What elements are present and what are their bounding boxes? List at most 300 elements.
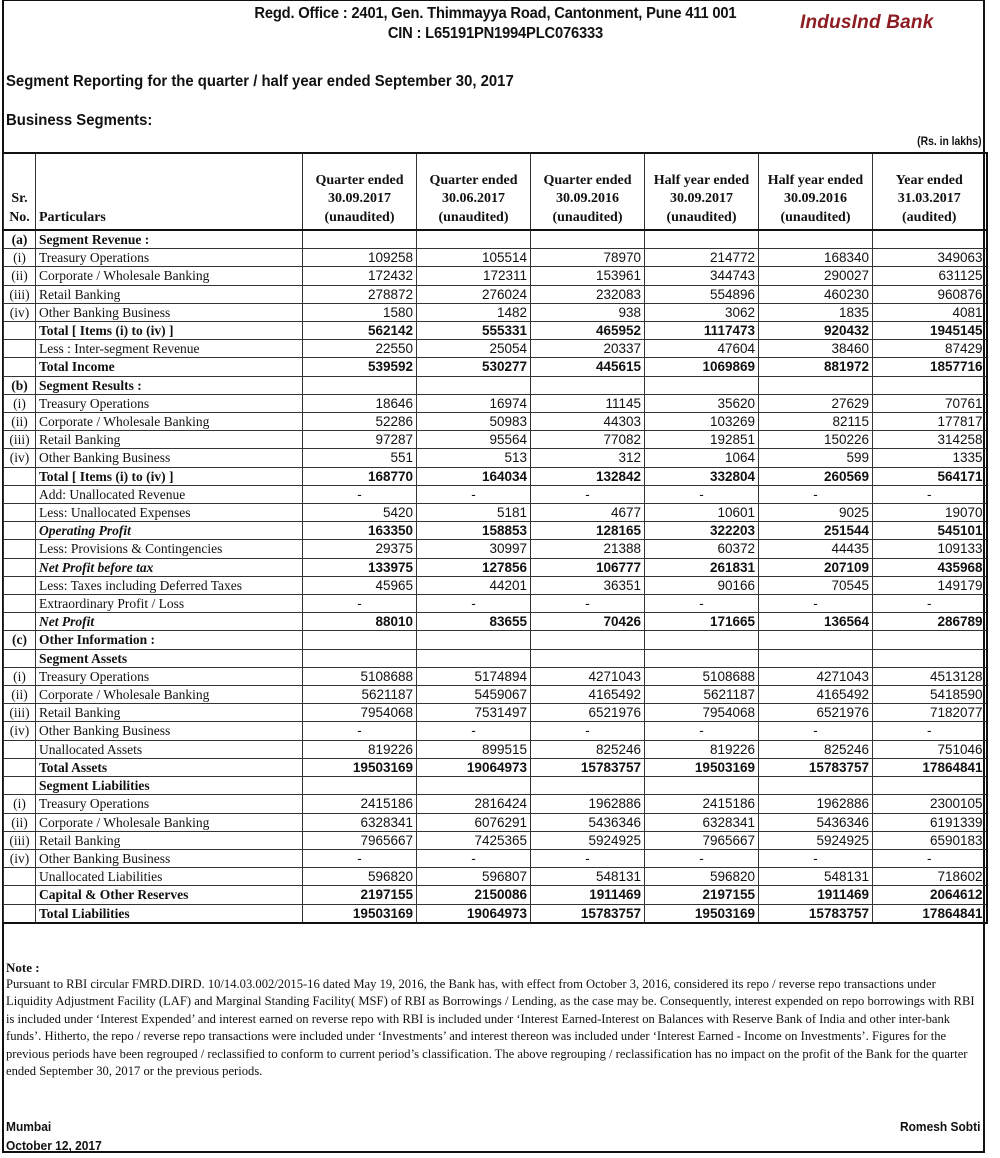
row-value: 2816424 <box>417 795 531 813</box>
row-value: - <box>645 595 759 613</box>
row-particulars: Add: Unallocated Revenue <box>36 485 303 503</box>
row-value: 562142 <box>303 322 417 340</box>
row-value: 631125 <box>873 267 987 285</box>
row-value: 5418590 <box>873 686 987 704</box>
row-value: 88010 <box>303 613 417 631</box>
row-value: 82115 <box>759 413 873 431</box>
row-value: 960876 <box>873 285 987 303</box>
row-value: 1962886 <box>531 795 645 813</box>
row-value: 232083 <box>531 285 645 303</box>
row-value: 52286 <box>303 413 417 431</box>
row-sr-no <box>4 576 36 594</box>
row-value: 109133 <box>873 540 987 558</box>
row-value: 276024 <box>417 285 531 303</box>
row-value: 4081 <box>873 303 987 321</box>
row-value <box>645 230 759 249</box>
row-value: 44435 <box>759 540 873 558</box>
row-value: 15783757 <box>759 758 873 776</box>
row-value: 6521976 <box>759 704 873 722</box>
column-header-period: Half year ended 30.09.2017 (unaudited) <box>645 153 759 230</box>
row-particulars: Other Banking Business <box>36 303 303 321</box>
row-value: 596820 <box>303 868 417 886</box>
row-value: 1117473 <box>645 322 759 340</box>
row-value: 5459067 <box>417 686 531 704</box>
table-row <box>4 849 987 867</box>
table-row <box>4 449 987 467</box>
row-value: 171665 <box>645 613 759 631</box>
row-value: 435968 <box>873 558 987 576</box>
row-value: 349063 <box>873 249 987 267</box>
row-value: - <box>417 595 531 613</box>
row-value: 44201 <box>417 576 531 594</box>
row-particulars: Retail Banking <box>36 831 303 849</box>
row-value: - <box>759 485 873 503</box>
row-value: 172432 <box>303 267 417 285</box>
row-value: 70761 <box>873 394 987 412</box>
table-row <box>4 522 987 540</box>
table-row <box>4 358 987 376</box>
row-value: 5174894 <box>417 667 531 685</box>
signatory-name: Romesh Sobti <box>899 1119 980 1134</box>
row-value: 1335 <box>873 449 987 467</box>
row-sr-no: (i) <box>4 795 36 813</box>
row-value: - <box>873 485 987 503</box>
row-value: 27629 <box>759 394 873 412</box>
row-particulars: Other Banking Business <box>36 849 303 867</box>
row-sr-no <box>4 358 36 376</box>
row-value: 133975 <box>303 558 417 576</box>
row-sr-no: (c) <box>4 631 36 649</box>
row-value: 5621187 <box>303 686 417 704</box>
row-value: 881972 <box>759 358 873 376</box>
row-particulars: Treasury Operations <box>36 667 303 685</box>
section-heading: Business Segments: <box>6 112 153 129</box>
row-particulars: Total Assets <box>36 758 303 776</box>
row-sr-no: (iii) <box>4 285 36 303</box>
row-value: 18646 <box>303 394 417 412</box>
row-value <box>417 230 531 249</box>
row-value: 314258 <box>873 431 987 449</box>
row-value: 1580 <box>303 303 417 321</box>
row-value: 260569 <box>759 467 873 485</box>
row-value <box>759 631 873 649</box>
table-row <box>4 595 987 613</box>
row-value: 15783757 <box>531 904 645 923</box>
row-value <box>873 777 987 795</box>
table-row <box>4 376 987 394</box>
row-value <box>645 777 759 795</box>
table-row <box>4 740 987 758</box>
row-sr-no: (iii) <box>4 431 36 449</box>
row-value <box>417 649 531 667</box>
row-value: 6590183 <box>873 831 987 849</box>
row-value: 819226 <box>645 740 759 758</box>
row-sr-no <box>4 777 36 795</box>
row-value: 38460 <box>759 340 873 358</box>
row-value <box>303 777 417 795</box>
row-sr-no <box>4 758 36 776</box>
row-value: - <box>531 595 645 613</box>
row-value: 105514 <box>417 249 531 267</box>
row-value: 50983 <box>417 413 531 431</box>
row-value: - <box>303 485 417 503</box>
row-sr-no <box>4 522 36 540</box>
row-value: 2300105 <box>873 795 987 813</box>
row-value: 751046 <box>873 740 987 758</box>
row-particulars: Total [ Items (i) to (iv) ] <box>36 467 303 485</box>
row-value: 10601 <box>645 504 759 522</box>
row-sr-no: (ii) <box>4 686 36 704</box>
row-value <box>645 376 759 394</box>
row-value <box>303 649 417 667</box>
row-value: 19503169 <box>645 904 759 923</box>
row-value <box>873 376 987 394</box>
row-value: 513 <box>417 449 531 467</box>
row-particulars: Less: Unallocated Expenses <box>36 504 303 522</box>
row-sr-no <box>4 613 36 631</box>
table-row <box>4 540 987 558</box>
row-particulars: Operating Profit <box>36 522 303 540</box>
column-header-period: Half year ended 30.09.2016 (unaudited) <box>759 153 873 230</box>
row-particulars: Retail Banking <box>36 431 303 449</box>
row-value: 825246 <box>531 740 645 758</box>
table-row <box>4 558 987 576</box>
row-value: 128165 <box>531 522 645 540</box>
row-value: 19503169 <box>645 758 759 776</box>
row-sr-no: (i) <box>4 249 36 267</box>
row-value <box>531 649 645 667</box>
row-value: 3062 <box>645 303 759 321</box>
row-value: 19064973 <box>417 758 531 776</box>
row-value: 70545 <box>759 576 873 594</box>
row-value: 158853 <box>417 522 531 540</box>
table-row <box>4 777 987 795</box>
row-particulars: Net Profit <box>36 613 303 631</box>
row-value: 132842 <box>531 467 645 485</box>
table-row <box>4 667 987 685</box>
table-row <box>4 868 987 886</box>
row-value: 920432 <box>759 322 873 340</box>
row-value: 172311 <box>417 267 531 285</box>
row-sr-no <box>4 467 36 485</box>
column-header-period: Year ended 31.03.2017 (audited) <box>873 153 987 230</box>
row-value: 7425365 <box>417 831 531 849</box>
row-value: 2415186 <box>645 795 759 813</box>
row-value: 150226 <box>759 431 873 449</box>
row-value: 530277 <box>417 358 531 376</box>
row-value: 6076291 <box>417 813 531 831</box>
row-value: 60372 <box>645 540 759 558</box>
column-header-period: Quarter ended 30.09.2016 (unaudited) <box>531 153 645 230</box>
row-value: 70426 <box>531 613 645 631</box>
row-value: 45965 <box>303 576 417 594</box>
row-value: 25054 <box>417 340 531 358</box>
row-value: - <box>873 722 987 740</box>
row-value: 548131 <box>531 868 645 886</box>
row-value: 819226 <box>303 740 417 758</box>
row-value: - <box>303 849 417 867</box>
row-value: 29375 <box>303 540 417 558</box>
row-value: 5924925 <box>531 831 645 849</box>
row-value: 5420 <box>303 504 417 522</box>
row-value: 78970 <box>531 249 645 267</box>
row-value: 4677 <box>531 504 645 522</box>
row-value <box>873 631 987 649</box>
row-value: 1069869 <box>645 358 759 376</box>
row-value <box>303 631 417 649</box>
row-value: 6521976 <box>531 704 645 722</box>
row-value: - <box>303 722 417 740</box>
row-value: 90166 <box>645 576 759 594</box>
row-value: 149179 <box>873 576 987 594</box>
row-value: 7954068 <box>303 704 417 722</box>
table-row <box>4 649 987 667</box>
cin-number: CIN : L65191PN1994PLC076333 <box>387 25 603 42</box>
bank-logo: IndusInd Bank <box>800 12 934 33</box>
row-particulars: Total Income <box>36 358 303 376</box>
table-row <box>4 485 987 503</box>
row-particulars: Corporate / Wholesale Banking <box>36 267 303 285</box>
row-value: 164034 <box>417 467 531 485</box>
row-value <box>303 230 417 249</box>
row-value <box>417 376 531 394</box>
table-row <box>4 504 987 522</box>
table-row <box>4 831 987 849</box>
row-value: 445615 <box>531 358 645 376</box>
row-value <box>531 230 645 249</box>
row-sr-no <box>4 649 36 667</box>
row-value: 6328341 <box>303 813 417 831</box>
registered-office: Regd. Office : 2401, Gen. Thimmayya Road, Cantonment, Pune 411 001 <box>254 5 737 22</box>
row-sr-no: (iv) <box>4 449 36 467</box>
row-particulars: Less : Inter-segment Revenue <box>36 340 303 358</box>
table-row <box>4 576 987 594</box>
row-value: 596807 <box>417 868 531 886</box>
table-row <box>4 704 987 722</box>
table-row <box>4 467 987 485</box>
row-value: 2415186 <box>303 795 417 813</box>
row-value: 545101 <box>873 522 987 540</box>
row-value: 2150086 <box>417 886 531 904</box>
row-value: 551 <box>303 449 417 467</box>
table-row <box>4 394 987 412</box>
row-value: 214772 <box>645 249 759 267</box>
row-value: 7965667 <box>303 831 417 849</box>
row-sr-no: (iv) <box>4 849 36 867</box>
row-value: 5108688 <box>645 667 759 685</box>
row-value: 554896 <box>645 285 759 303</box>
row-sr-no: (ii) <box>4 267 36 285</box>
row-value: 1962886 <box>759 795 873 813</box>
row-sr-no: (i) <box>4 667 36 685</box>
row-particulars: Capital & Other Reserves <box>36 886 303 904</box>
row-value: 7965667 <box>645 831 759 849</box>
row-value: 564171 <box>873 467 987 485</box>
row-value: 136564 <box>759 613 873 631</box>
row-particulars: Retail Banking <box>36 704 303 722</box>
row-value: 83655 <box>417 613 531 631</box>
row-value <box>873 230 987 249</box>
table-header-row <box>4 153 987 230</box>
signing-date: October 12, 2017 <box>6 1138 102 1153</box>
row-value: 1911469 <box>759 886 873 904</box>
segment-table <box>3 152 988 924</box>
row-value: 1857716 <box>873 358 987 376</box>
row-value: 9025 <box>759 504 873 522</box>
row-value: 17864841 <box>873 904 987 923</box>
row-sr-no: (iv) <box>4 722 36 740</box>
row-value: - <box>759 849 873 867</box>
row-particulars: Net Profit before tax <box>36 558 303 576</box>
row-value: 35620 <box>645 394 759 412</box>
row-value: 825246 <box>759 740 873 758</box>
row-value: 548131 <box>759 868 873 886</box>
row-value: 4165492 <box>759 686 873 704</box>
row-particulars: Other Information : <box>36 631 303 649</box>
row-value: 22550 <box>303 340 417 358</box>
row-value: 15783757 <box>531 758 645 776</box>
row-value: 5436346 <box>531 813 645 831</box>
signing-place: Mumbai <box>6 1119 52 1134</box>
row-value: - <box>759 722 873 740</box>
table-row <box>4 686 987 704</box>
row-particulars: Other Banking Business <box>36 449 303 467</box>
row-value: 103269 <box>645 413 759 431</box>
row-value <box>873 649 987 667</box>
row-value: 5181 <box>417 504 531 522</box>
row-sr-no <box>4 540 36 558</box>
table-row <box>4 813 987 831</box>
row-value: 1835 <box>759 303 873 321</box>
row-value: 1945145 <box>873 322 987 340</box>
row-sr-no <box>4 322 36 340</box>
row-value: 5436346 <box>759 813 873 831</box>
row-value: 20337 <box>531 340 645 358</box>
row-value: 127856 <box>417 558 531 576</box>
row-value: 6328341 <box>645 813 759 831</box>
row-value: 106777 <box>531 558 645 576</box>
table-row <box>4 322 987 340</box>
row-value: 7531497 <box>417 704 531 722</box>
row-value: 2197155 <box>645 886 759 904</box>
row-value: 77082 <box>531 431 645 449</box>
row-sr-no <box>4 868 36 886</box>
row-value <box>759 649 873 667</box>
row-value: 251544 <box>759 522 873 540</box>
row-value <box>417 777 531 795</box>
row-value: 97287 <box>303 431 417 449</box>
row-value: 278872 <box>303 285 417 303</box>
row-value: - <box>417 722 531 740</box>
row-value: 4513128 <box>873 667 987 685</box>
row-value: 332804 <box>645 467 759 485</box>
row-particulars: Treasury Operations <box>36 249 303 267</box>
row-value <box>417 631 531 649</box>
row-value: 599 <box>759 449 873 467</box>
row-particulars: Segment Liabilities <box>36 777 303 795</box>
row-sr-no: (iii) <box>4 831 36 849</box>
row-particulars: Treasury Operations <box>36 394 303 412</box>
row-sr-no <box>4 558 36 576</box>
row-value: 192851 <box>645 431 759 449</box>
row-value: - <box>759 595 873 613</box>
row-value: 47604 <box>645 340 759 358</box>
row-sr-no <box>4 740 36 758</box>
row-value: 4271043 <box>531 667 645 685</box>
row-sr-no <box>4 504 36 522</box>
row-value <box>645 649 759 667</box>
row-value: 460230 <box>759 285 873 303</box>
row-sr-no <box>4 595 36 613</box>
note-text: Pursuant to RBI circular FMRD.DIRD. 10/14.03.002/2015-16 dated May 19, 2016, the Bank has, with effect from October 3, 2016, considered its repo / reverse repo transactions under Liquidity Adjustment Facility (LAF) and Marginal Standing Facility( MSF) of RBI as Borrowings / Lending, as the case may be. Consequently, interest expended on repo borrowings with RBI is included under ‘Interest Expended’ and interest earned on reverse repo with RBI is included under ‘Interest Earned-Interest on Balances with Reserve Bank of India and other inter-bank funds’. Hitherto, the repo / reverse repo transactions were included under ‘Investments’ and interest thereon was included under ‘Interest Earned - Income on Investments’. Figures for the previous periods have been regrouped / reclassified to conform to current period’s classification. The above regrouping / reclassification has no impact on the profit of the Bank for the quarter ended September 30, 2017 or the previous periods. <box>6 977 975 1079</box>
row-particulars: Extraordinary Profit / Loss <box>36 595 303 613</box>
row-value: 16974 <box>417 394 531 412</box>
row-particulars: Less: Provisions & Contingencies <box>36 540 303 558</box>
row-value <box>531 631 645 649</box>
row-value: 290027 <box>759 267 873 285</box>
row-value: 168770 <box>303 467 417 485</box>
row-value: 4271043 <box>759 667 873 685</box>
table-row <box>4 230 987 249</box>
row-value: 30997 <box>417 540 531 558</box>
row-value: 1911469 <box>531 886 645 904</box>
row-particulars: Treasury Operations <box>36 795 303 813</box>
row-value: 555331 <box>417 322 531 340</box>
table-row <box>4 413 987 431</box>
row-value: - <box>645 485 759 503</box>
row-value: 5108688 <box>303 667 417 685</box>
row-sr-no <box>4 340 36 358</box>
row-particulars: Unallocated Assets <box>36 740 303 758</box>
table-body <box>4 230 987 923</box>
row-value: 344743 <box>645 267 759 285</box>
row-value <box>645 631 759 649</box>
row-sr-no <box>4 904 36 923</box>
row-value <box>303 376 417 394</box>
row-value: - <box>417 849 531 867</box>
row-value: 207109 <box>759 558 873 576</box>
table-row <box>4 722 987 740</box>
row-value: 168340 <box>759 249 873 267</box>
row-sr-no: (ii) <box>4 413 36 431</box>
row-value <box>531 777 645 795</box>
row-particulars: Segment Assets <box>36 649 303 667</box>
row-particulars: Segment Revenue : <box>36 230 303 249</box>
row-particulars: Less: Taxes including Deferred Taxes <box>36 576 303 594</box>
row-value: - <box>873 595 987 613</box>
row-value: 44303 <box>531 413 645 431</box>
row-sr-no: (iii) <box>4 704 36 722</box>
row-value: 36351 <box>531 576 645 594</box>
row-value: 938 <box>531 303 645 321</box>
row-particulars: Segment Results : <box>36 376 303 394</box>
table-row <box>4 758 987 776</box>
table-row <box>4 631 987 649</box>
row-value: 1064 <box>645 449 759 467</box>
row-value: 5621187 <box>645 686 759 704</box>
column-header-sr-no: Sr. No. <box>4 153 36 230</box>
table-row <box>4 340 987 358</box>
row-value <box>759 376 873 394</box>
row-value: - <box>417 485 531 503</box>
row-sr-no <box>4 485 36 503</box>
row-value: 163350 <box>303 522 417 540</box>
row-value: 2197155 <box>303 886 417 904</box>
row-particulars: Corporate / Wholesale Banking <box>36 686 303 704</box>
row-sr-no: (i) <box>4 394 36 412</box>
row-value: 21388 <box>531 540 645 558</box>
row-value: 177817 <box>873 413 987 431</box>
